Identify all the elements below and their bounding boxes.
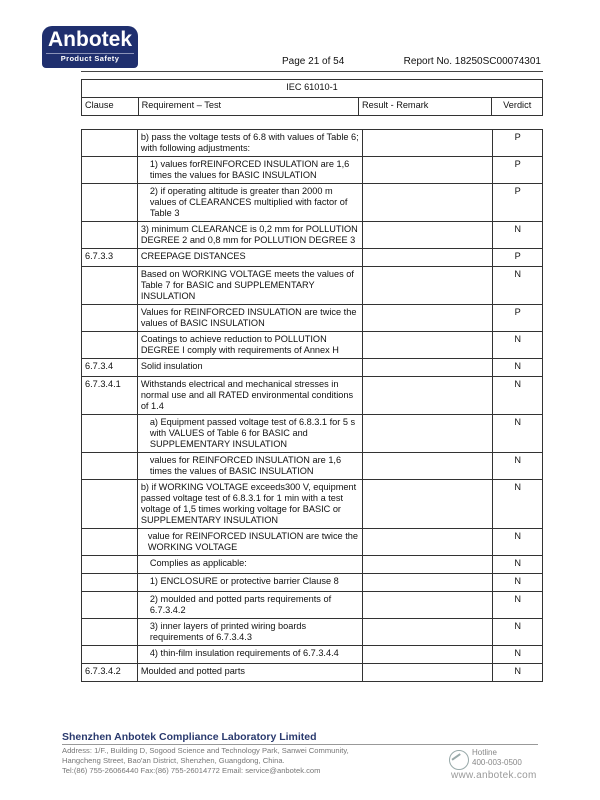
verdict-cell: N — [493, 377, 543, 415]
clause-cell — [82, 453, 138, 480]
verdict-cell: N — [493, 646, 543, 664]
verdict-cell: N — [493, 664, 543, 682]
result-cell — [363, 184, 493, 222]
verdict-cell: N — [493, 619, 543, 646]
requirement-cell: Withstands electrical and mechanical stresses in normal use and all RATED environmental conditions of 1.4 — [137, 377, 362, 415]
verdict-cell: P — [493, 249, 543, 267]
verdict-cell: N — [493, 222, 543, 249]
phone-icon — [449, 750, 469, 770]
table-row — [82, 130, 543, 157]
hotline-number: 400-003-0500 — [472, 758, 522, 767]
clause-cell — [82, 592, 138, 619]
verdict-cell: N — [493, 453, 543, 480]
hotline-label: Hotline — [472, 748, 497, 757]
verdict-cell: N — [493, 556, 543, 574]
col-requirement: Requirement – Test — [138, 98, 358, 116]
website: www.anbotek.com — [451, 770, 537, 781]
clause-cell — [82, 184, 138, 222]
requirement-cell: 3) inner layers of printed wiring boards requirements of 6.7.3.4.3 — [137, 619, 362, 646]
clause-cell — [82, 480, 138, 529]
requirement-cell: CREEPAGE DISTANCES — [137, 249, 362, 267]
table-row — [82, 453, 543, 480]
result-cell — [363, 453, 493, 480]
result-cell — [363, 249, 493, 267]
company-name: Shenzhen Anbotek Compliance Laboratory Limited — [62, 731, 317, 743]
standard-title: IEC 61010-1 — [82, 80, 543, 98]
result-cell — [363, 130, 493, 157]
requirement-cell: values for REINFORCED INSULATION are 1,6 times the values of BASIC INSULATION — [137, 453, 362, 480]
clause-cell — [82, 646, 138, 664]
requirement-cell: Complies as applicable: — [137, 556, 362, 574]
clause-cell — [82, 332, 138, 359]
result-cell — [363, 619, 493, 646]
clause-cell — [82, 305, 138, 332]
verdict-cell: N — [493, 592, 543, 619]
table-row — [82, 222, 543, 249]
table-row — [82, 415, 543, 453]
result-cell — [363, 646, 493, 664]
table-row — [82, 529, 543, 556]
requirement-cell: 2) if operating altitude is greater than 2000 m values of CLEARANCES multiplied with factor of Table 3 — [137, 184, 362, 222]
table-row — [82, 480, 543, 529]
anbotek-logo — [42, 26, 138, 68]
col-result: Result - Remark — [358, 98, 491, 116]
requirements-table — [81, 129, 543, 682]
report-number: Report No. 18250SC00074301 — [403, 56, 541, 67]
requirement-cell: 4) thin-film insulation requirements of 6.7.3.4.4 — [137, 646, 362, 664]
clause-cell — [82, 529, 138, 556]
table-row — [82, 377, 543, 415]
logo-tagline: Product Safety — [46, 53, 134, 64]
requirement-cell: Solid insulation — [137, 359, 362, 377]
requirement-cell: b) pass the voltage tests of 6.8 with values of Table 6; with following adjustments: — [137, 130, 362, 157]
footer-rule — [62, 744, 538, 745]
table-row — [82, 664, 543, 682]
result-cell — [363, 415, 493, 453]
table-row — [82, 267, 543, 305]
requirement-cell: 1) ENCLOSURE or protective barrier Clause 8 — [137, 574, 362, 592]
table-row — [82, 574, 543, 592]
clause-cell — [82, 556, 138, 574]
requirement-cell: a) Equipment passed voltage test of 6.8.3.1 for 5 s with VALUES of Table 6 for BASIC and SUPPLEMENTARY INSULATION — [137, 415, 362, 453]
verdict-cell: N — [493, 529, 543, 556]
table-row — [82, 646, 543, 664]
requirement-cell: 3) minimum CLEARANCE is 0,2 mm for POLLUTION DEGREE 2 and 0,8 mm for POLLUTION DEGREE 3 — [137, 222, 362, 249]
verdict-cell: N — [493, 332, 543, 359]
contact-line: Tel:(86) 755-26066440 Fax:(86) 755-26014772 Email: service@anbotek.com — [62, 766, 321, 775]
requirement-cell: Based on WORKING VOLTAGE meets the values of Table 7 for BASIC and SUPPLEMENTARY INSULATION — [137, 267, 362, 305]
verdict-cell: N — [493, 267, 543, 305]
table-row — [82, 592, 543, 619]
verdict-cell: P — [493, 305, 543, 332]
table-header — [81, 79, 543, 116]
verdict-cell: N — [493, 359, 543, 377]
header-rule — [81, 71, 543, 72]
verdict-cell: N — [493, 415, 543, 453]
result-cell — [363, 267, 493, 305]
result-cell — [363, 574, 493, 592]
table-row — [82, 305, 543, 332]
clause-cell: 6.7.3.3 — [82, 249, 138, 267]
result-cell — [363, 332, 493, 359]
clause-cell — [82, 157, 138, 184]
clause-cell — [82, 267, 138, 305]
clause-cell: 6.7.3.4.2 — [82, 664, 138, 682]
result-cell — [363, 222, 493, 249]
requirement-cell: 1) values forREINFORCED INSULATION are 1,6 times the values for BASIC INSULATION — [137, 157, 362, 184]
logo-brand: Anbotek — [48, 28, 132, 51]
clause-cell — [82, 222, 138, 249]
clause-cell: 6.7.3.4.1 — [82, 377, 138, 415]
address-line-2: Hangcheng Street, Bao'an District, Shenzhen, Guangdong, China. — [62, 756, 285, 765]
result-cell — [363, 157, 493, 184]
requirement-cell: Moulded and potted parts — [137, 664, 362, 682]
verdict-cell: N — [493, 574, 543, 592]
col-clause: Clause — [82, 98, 139, 116]
table-row — [82, 556, 543, 574]
page-number: Page 21 of 54 — [282, 56, 345, 67]
table-row — [82, 184, 543, 222]
verdict-cell: N — [493, 480, 543, 529]
requirement-cell: Values for REINFORCED INSULATION are twice the values of BASIC INSULATION — [137, 305, 362, 332]
result-cell — [363, 556, 493, 574]
clause-cell — [82, 130, 138, 157]
table-row — [82, 359, 543, 377]
verdict-cell: P — [493, 184, 543, 222]
table-row — [82, 249, 543, 267]
result-cell — [363, 377, 493, 415]
clause-cell: 6.7.3.4 — [82, 359, 138, 377]
clause-cell — [82, 574, 138, 592]
col-verdict: Verdict — [492, 98, 543, 116]
table-row — [82, 619, 543, 646]
table-row — [82, 332, 543, 359]
table-row — [82, 157, 543, 184]
result-cell — [363, 529, 493, 556]
requirement-cell: value for REINFORCED INSULATION are twice the WORKING VOLTAGE — [137, 529, 362, 556]
requirement-cell: Coatings to achieve reduction to POLLUTION DEGREE I comply with requirements of Annex H — [137, 332, 362, 359]
result-cell — [363, 305, 493, 332]
requirement-cell: b) if WORKING VOLTAGE exceeds300 V, equipment passed voltage test of 6.8.3.1 for 1 min with a test voltage of 1,5 times working voltage for BASIC or SUPPLEMENTARY INSULATION — [137, 480, 362, 529]
address-line-1: Address: 1/F., Building D, Sogood Science and Technology Park, Sanwei Community, — [62, 746, 349, 755]
verdict-cell: P — [493, 130, 543, 157]
requirement-cell: 2) moulded and potted parts requirements of 6.7.3.4.2 — [137, 592, 362, 619]
result-cell — [363, 480, 493, 529]
result-cell — [363, 664, 493, 682]
verdict-cell: P — [493, 157, 543, 184]
result-cell — [363, 359, 493, 377]
result-cell — [363, 592, 493, 619]
clause-cell — [82, 619, 138, 646]
clause-cell — [82, 415, 138, 453]
